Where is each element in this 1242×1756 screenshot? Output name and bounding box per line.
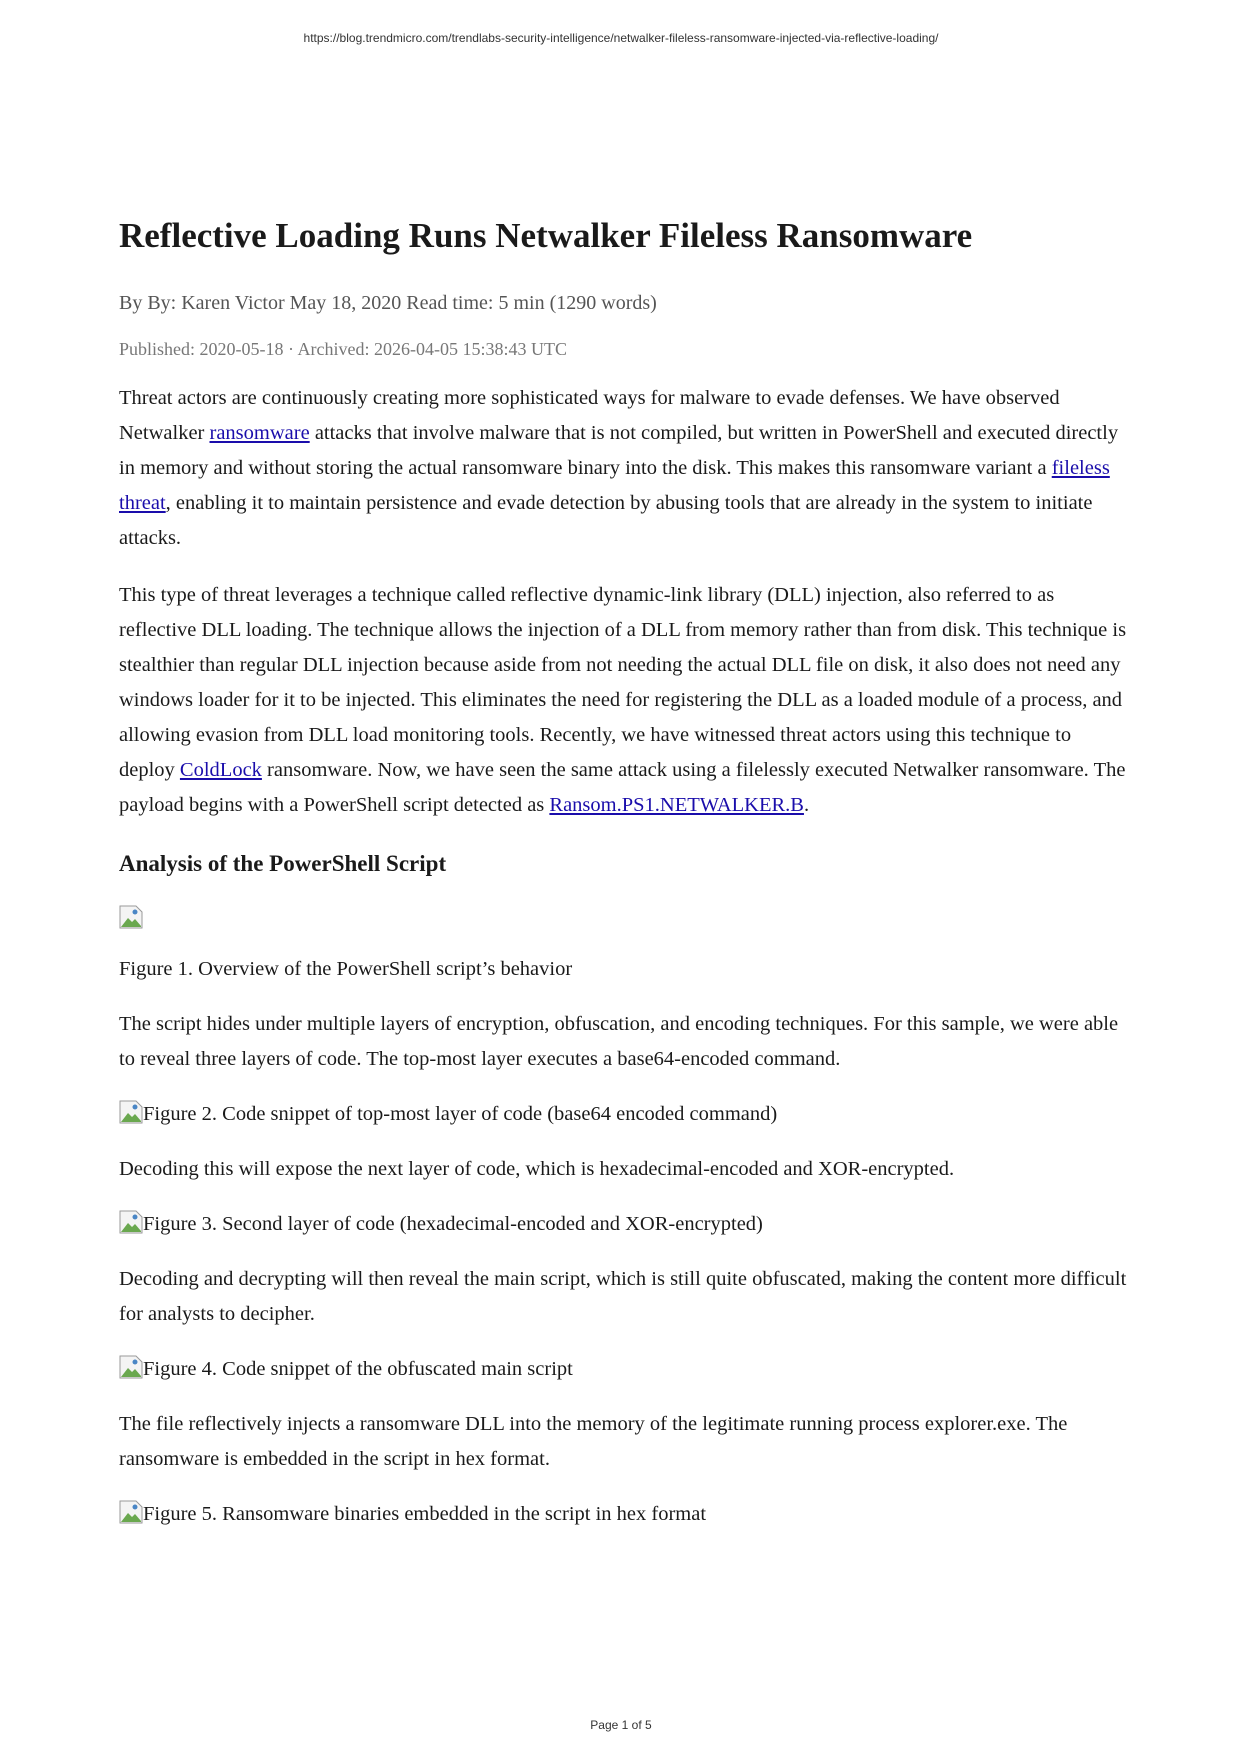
- figure-5-caption: Figure 5. Ransomware binaries embedded in the script in hex format: [143, 1503, 707, 1525]
- figure-3: [119, 1207, 1129, 1242]
- paragraph-injection: The file reflectively injects a ransomware DLL into the memory of the legitimate running process explorer.exe. The ransomware is embedded in the script in hex format.: [119, 1413, 1068, 1470]
- link-ransom-ps1-netwalker[interactable]: Ransom.PS1.NETWALKER.B: [549, 794, 804, 816]
- article-title: Reflective Loading Runs Netwalker Fileless Ransomware: [119, 216, 973, 255]
- figure-4: [119, 1352, 1129, 1387]
- figure-2: [119, 1097, 1129, 1132]
- paragraph-main-script: Decoding and decrypting will then reveal the main script, which is still quite obfuscated, making the content more difficult for analysts to decipher.: [119, 1268, 1127, 1325]
- article-byline: By By: Karen Victor May 18, 2020 Read time: 5 min (1290 words): [119, 292, 657, 314]
- paragraph-layers: The script hides under multiple layers of encryption, obfuscation, and encoding techniques. For this sample, we were able to reveal three layers of code. The top-most layer executes a base64-encoded command.: [119, 1013, 1119, 1070]
- figure-2-caption: Figure 2. Code snippet of top-most layer of code (base64 encoded command): [143, 1103, 778, 1125]
- figure-5: [119, 1497, 1129, 1532]
- broken-image-icon: [119, 1355, 143, 1379]
- paragraph-reflective-dll: This type of threat leverages a technique called reflective dynamic-link library (DLL) injection, also referred to as reflective DLL loading. The technique allows the injection of a DLL from memory rather than from disk. This technique is stealthier than regular DLL injection because aside from not needing the actual DLL file on disk, it also does not need any windows loader for it to be injected. This eliminates the need for registering the DLL as a loaded module of a process, and allowing evasion from DLL load monitoring tools. Recently, we have witnessed threat actors using this technique to deploy ColdLock ransomware. Now, we have seen the same attack using a filelessly executed Netwalker ransomware. The payload begins with a PowerShell script detected as Ransom.PS1.NETWALKER.B.: [119, 584, 1127, 816]
- paragraph-intro: Threat actors are continuously creating more sophisticated ways for malware to evade defenses. We have observed Netwalker ransomware attacks that involve malware that is not compiled, but written in PowerShell and executed directly in memory and without storing the actual ransomware binary into the disk. This makes this ransomware variant a fileless threat, enabling it to maintain persistence and evade detection by abusing tools that are already in the system to initiate attacks.: [119, 387, 1119, 549]
- broken-image-icon: [119, 905, 143, 929]
- link-fileless-threat[interactable]: fileless threat: [119, 457, 1110, 514]
- figure-4-caption: Figure 4. Code snippet of the obfuscated main script: [143, 1358, 573, 1380]
- broken-image-icon: [119, 1210, 143, 1234]
- page-number: Page 1 of 5: [590, 1718, 652, 1732]
- broken-image-icon: [119, 1500, 143, 1524]
- article: [119, 212, 1129, 1532]
- article-published-date: Published: 2020-05-18 · Archived: 2026-04-05 15:38:43 UTC: [119, 339, 567, 359]
- link-ransomware[interactable]: ransomware: [209, 422, 310, 444]
- page-url-header: https://blog.trendmicro.com/trendlabs-security-intelligence/netwalker-fileless-ransomware-injected-via-reflective-loading/: [303, 31, 939, 45]
- link-coldlock[interactable]: ColdLock: [179, 759, 262, 781]
- section-heading: Analysis of the PowerShell Script: [119, 851, 447, 876]
- figure-1-image: [119, 905, 1129, 929]
- figure-1-caption: Figure 1. Overview of the PowerShell script’s behavior: [119, 958, 573, 980]
- paragraph-decoding: Decoding this will expose the next layer of code, which is hexadecimal-encoded and XOR-encrypted.: [119, 1158, 955, 1180]
- broken-image-icon: [119, 1100, 143, 1124]
- figure-3-caption: Figure 3. Second layer of code (hexadecimal-encoded and XOR-encrypted): [143, 1213, 763, 1235]
